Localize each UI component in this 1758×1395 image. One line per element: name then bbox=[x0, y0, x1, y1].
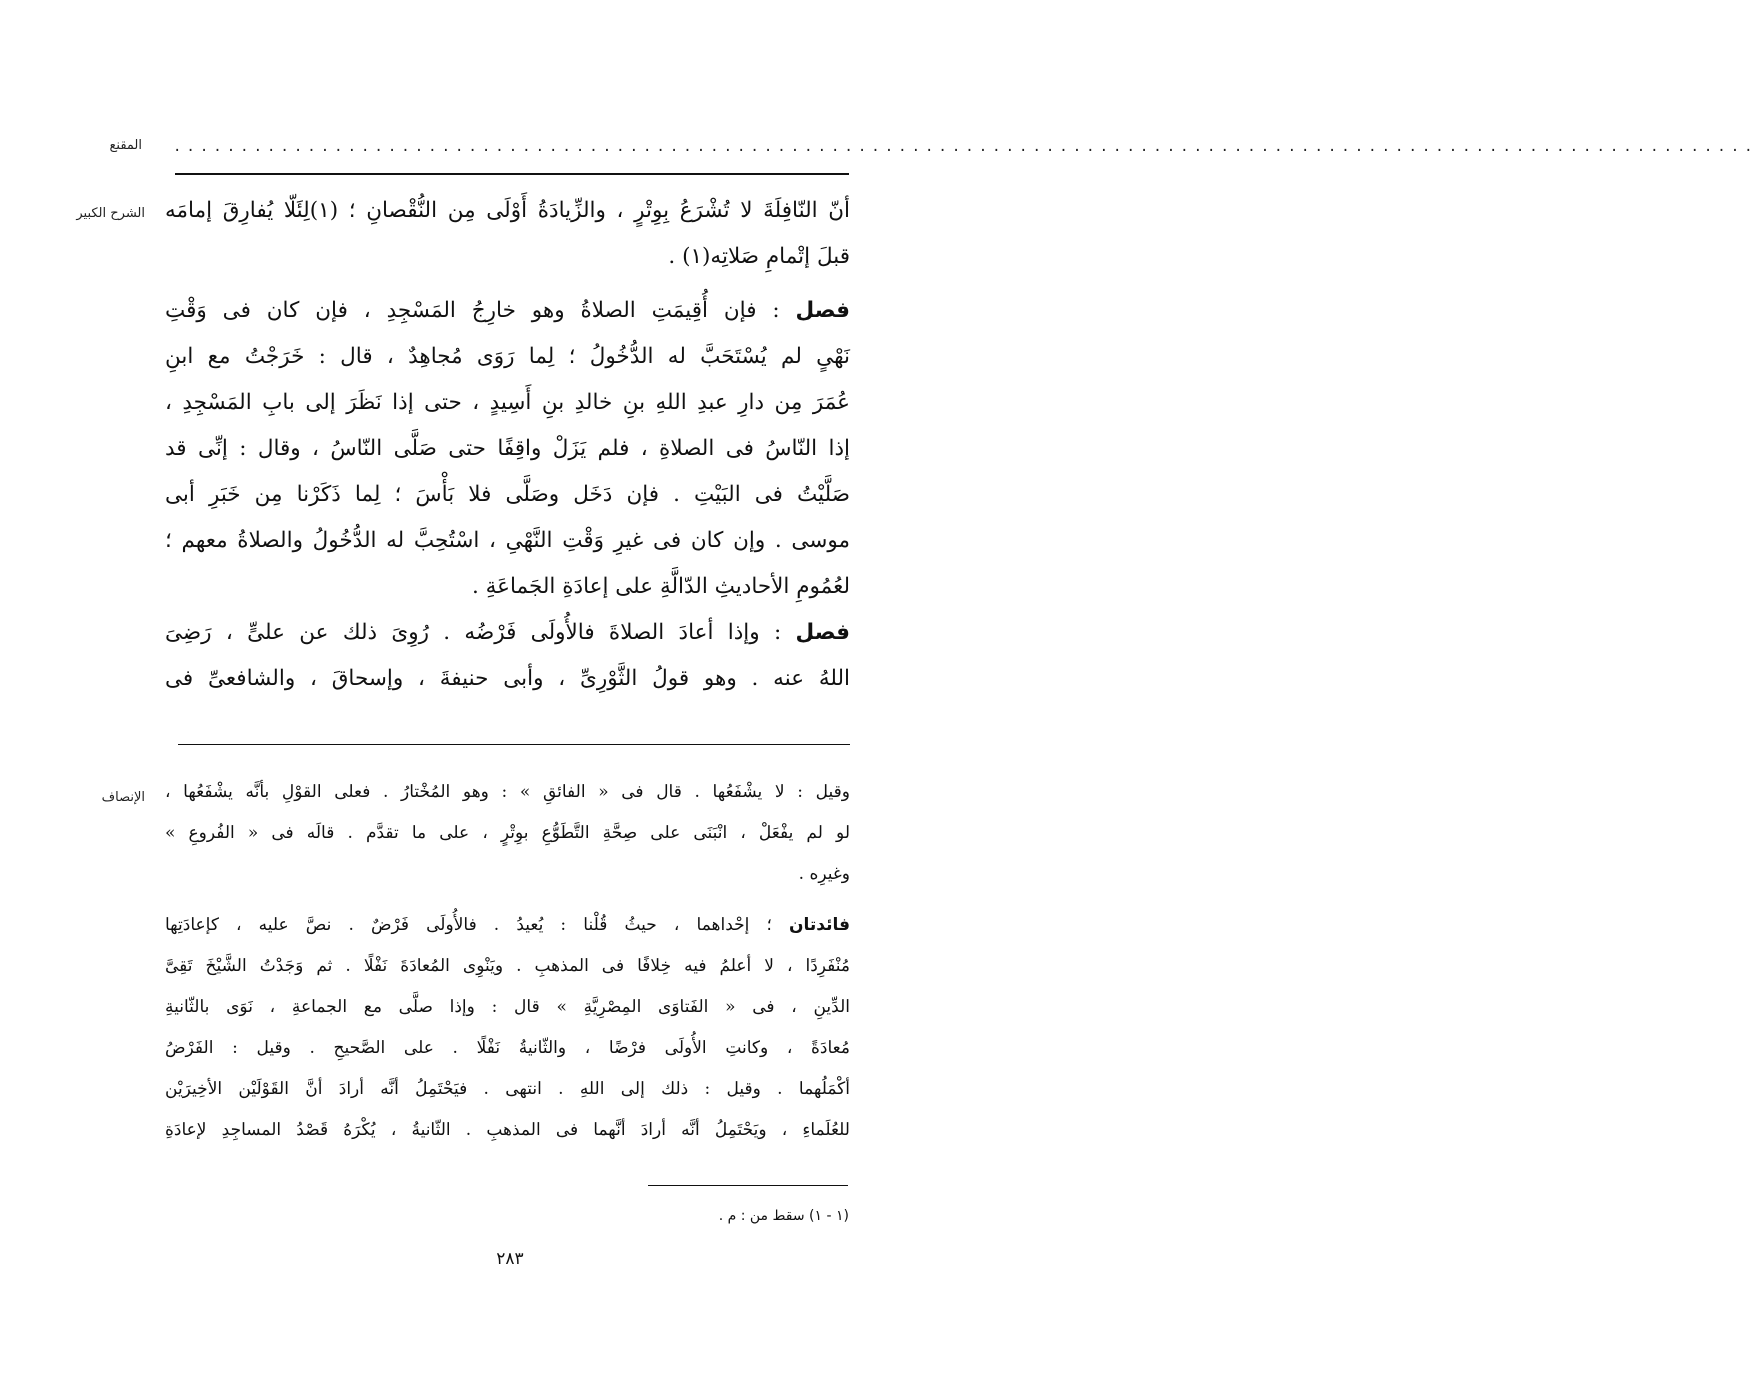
sharh-fasl-line bbox=[165, 610, 850, 656]
sharh-fasl-line bbox=[165, 288, 850, 334]
sharh-line: موسى . وإن كان فى غيرِ وَقْتِ النَّهْىِ ، اسْتُحِبَّ له الدُّخُولُ والصلاةُ معهم ؛ bbox=[165, 528, 850, 553]
fasl-keyword: فصل bbox=[795, 620, 850, 645]
insaf-line: للعُلَماءِ ، ويَحْتَمِلُ أنَّه أرادَ أنَّهما فى المذهبِ . الثّانيةُ ، يُكْرَهُ قَصْدُ المساجِدِ لإعادَةِ bbox=[165, 1120, 850, 1140]
insaf-line: مُعادَةً ، وكانتِ الأُولَى فرْضًا ، والثّانيةُ نَفْلًا . على الصَّحيحِ . وقيل : الفَرْضُ bbox=[165, 1038, 850, 1058]
sharh-text-block bbox=[165, 188, 850, 702]
sharh-line: صَلَّيْتُ فى البَيْتِ . فإن دَخَل وصَلَّى فلا بَأْسَ ؛ لِما ذَكَرْنا مِن خَبَرِ أبى bbox=[165, 482, 850, 507]
insaf-line: وغيرِه . bbox=[798, 864, 850, 884]
insaf-line: وقيل : لا يشْفَعُها . قال فى « الفائقِ » : وهو المُخْتارُ . فعلى القوْلِ بأنَّه يشْفَعُها ، bbox=[165, 782, 850, 802]
insaf-text-block bbox=[165, 772, 850, 1151]
header-dot-leader: ...................................................................................................................... bbox=[173, 139, 1758, 155]
sharh-line: نَهْىٍ لم يُسْتَحَبَّ له الدُّخُولُ ؛ لِما رَوَى مُجاهِدٌ ، قال : خَرَجْتُ مع ابنِ bbox=[165, 344, 850, 369]
insaf-label: الإنصاف bbox=[101, 790, 145, 805]
fasl-keyword: فصل bbox=[795, 298, 850, 323]
insaf-line: الدِّينِ ، فى « الفَتاوَى المِصْرِيَّةِ » قال : وإذا صلَّى مع الجماعةِ ، نَوَى بالثّانيةِ bbox=[165, 997, 850, 1017]
header-rule bbox=[175, 173, 849, 175]
sharh-line: أنّ النّافِلَةَ لا تُشْرَعُ بِوِتْرٍ ، والزِّيادَةُ أَوْلَى مِن النُّقْصانِ ؛ (١)لِئَلّا يُفارِقَ إمامَه bbox=[165, 198, 851, 223]
insaf-line: لو لم يفْعَلْ ، انْبَنَى على صِحَّةِ التَّطَوُّعِ بوِتْرٍ ، على ما تقدَّم . قالَه فى « الفُروعِ » bbox=[165, 823, 850, 843]
sharh-line-rest: : وإذا أعادَ الصلاةَ فالأُولَى فَرْضُه . رُوِىَ ذلك عن علىٍّ ، رَضِىَ bbox=[165, 620, 796, 645]
insaf-faidatan-line bbox=[165, 905, 850, 946]
sharh-line: قبلَ إتْمامِ صَلاتِه(١) . bbox=[668, 244, 850, 269]
sharh-line: عُمَرَ مِن دارِ عبدِ اللهِ بنِ خالدِ بنِ أَسِيدٍ ، حتى إذا نَظَرَ إلى بابِ المَسْجِدِ ، bbox=[165, 390, 850, 415]
sharh-line: اللهُ عنه . وهو قولُ الثَّوْرِىِّ ، وأبى حنيفةَ ، وإسحاقَ ، والشافعىِّ فى bbox=[165, 666, 850, 691]
faidatan-keyword: فائدتان bbox=[789, 915, 850, 935]
sharh-line: إذا النّاسُ فى الصلاةِ ، فلم يَزَلْ واقِفًا حتى صَلَّى النّاسُ ، وقال : إنِّى قد bbox=[165, 436, 850, 461]
insaf-line: مُنْفَرِدًا ، لا أعلمُ فيه خِلافًا فى المذهبِ . ويَنْوِى المُعادَةَ نَفْلًا . ثم وَجَدْتُ الشَّيْخَ تَقِىَّ bbox=[165, 956, 850, 976]
footnote-rule bbox=[648, 1185, 848, 1186]
book-label-muqni: المقنع bbox=[109, 138, 142, 153]
section-divider bbox=[178, 744, 850, 745]
insaf-line: أكْمَلُهما . وقيل : ذلك إلى اللهِ . انتهى . فيَحْتَمِلُ أنَّه أرادَ أنَّ القَوْلَيْن الأخِيرَيْن bbox=[165, 1079, 850, 1099]
sharh-line: لعُمُومِ الأحاديثِ الدّالَّةِ على إعادَةِ الجَماعَةِ . bbox=[471, 574, 850, 599]
sharh-line-rest: : فإن أُقِيمَتِ الصلاةُ وهو خارِجُ المَسْجِدِ ، فإن كان فى وَقْتِ bbox=[165, 298, 796, 323]
insaf-line-rest: ؛ إحْداهما ، حيثُ قُلْنا : يُعيدُ . فالأُولَى فَرْضٌ . نصَّ عليه ، كإعادَتِها bbox=[165, 915, 789, 935]
sharh-label: الشرح الكبير bbox=[76, 206, 145, 221]
footnote: (١ - ١) سقط من : م . bbox=[718, 1208, 849, 1224]
page-number: ٢٨٣ bbox=[496, 1249, 524, 1269]
